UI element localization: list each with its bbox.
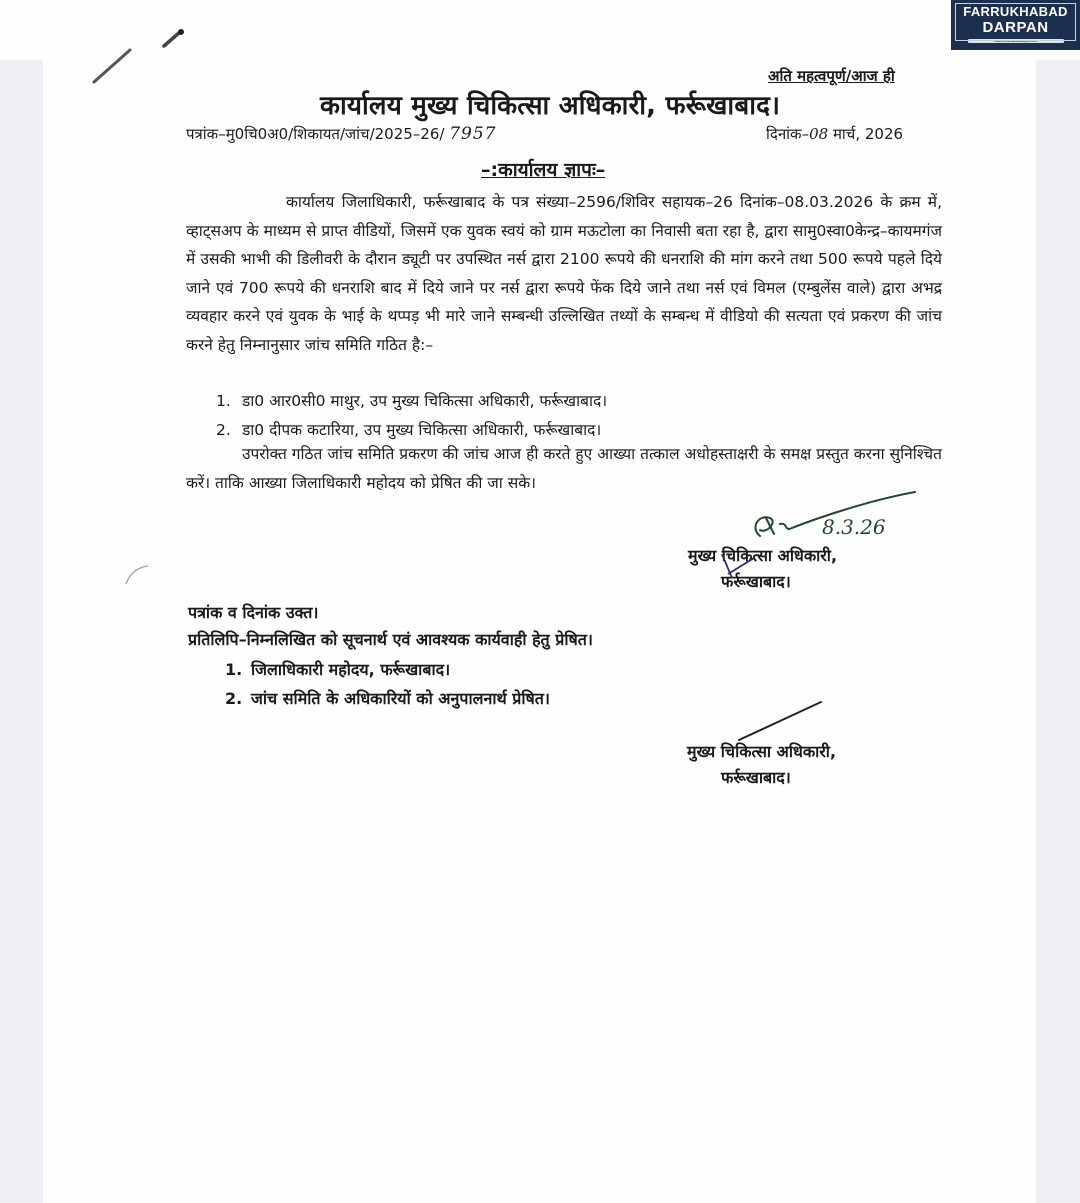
office-title: कार्यालय मुख्य चिकित्सा अधिकारी, फर्रूखाबाद।: [320, 91, 781, 121]
pencil-mark-icon: [120, 558, 160, 588]
signature-2-designation: मुख्य चिकित्सा अधिकारी,: [687, 742, 837, 761]
reference-handwritten-number: 7957: [449, 124, 497, 144]
committee-member: 1. डा0 आर0सी0 माथुर, उप मुख्य चिकित्सा अधिकारी, फर्रूखाबाद।: [216, 392, 608, 410]
letter-date: [766, 124, 903, 144]
farrukhabad-darpan-watermark: [951, 0, 1080, 50]
urgent-note: अति महत्वपूर्ण/आज ही: [768, 67, 895, 85]
pen-stroke-icon: [718, 548, 758, 588]
signature-1-designation: मुख्य चिकित्सा अधिकारी,: [688, 546, 838, 565]
copy-recipients-list: [225, 655, 550, 713]
date-suffix: मार्च, 2026: [828, 125, 904, 143]
copy-recipient: 1. जिलाधिकारी महोदय, फर्रूखाबाद।: [225, 660, 451, 679]
reference-number: [186, 124, 496, 144]
body-paragraph-1: कार्यालय जिलाधिकारी, फर्रूखाबाद के पत्र संख्या–2596/शिविर सहायक–26 दिनांक–08.03.2026 के क्रम में, व्हाट्सअप के माध्यम से प्राप्त वीडियों, जिसमें एक युवक स्वयं को ग्राम मऊटोला का निवासी बता रहा है, द्वारा सामु0स्वा0केन्द्र–कायमगंज में उसकी भाभी की डिलीवरी के दौरान ड्यूटी पर उपस्थित नर्स द्वारा 2100 रूपये की धनराशि की मांग करने तथा 500 रूपये पहले दिये जाने एवं 700 रूपये की धनराशि बाद में दिये जाने पर नर्स द्वारा रूपये फेंक दिये जाने तथा नर्स एवं विमल (एम्बुलेंस वाले) द्वारा अभद्र व्यवहार करने एवं युवक के भाई के थप्पड़ भी मारे जाने सम्बन्धी उल्लिखित तथ्यों के सम्बन्ध में वीडियो की सत्यता एवं प्रकरण की जांच करने हेतु निम्नानुसार जांच समिति गठित है:–: [186, 193, 942, 354]
watermark-line2: DARPAN: [982, 19, 1049, 36]
watermark-line1: FARRUKHABAD: [963, 4, 1068, 19]
date-prefix: दिनांक–: [766, 125, 810, 143]
copy-reference-line: पत्रांक व दिनांक उक्त।: [188, 603, 319, 622]
signature-1-place: फर्रूखाबाद।: [721, 572, 791, 591]
svg-text:8.3.26: 8.3.26: [822, 515, 886, 539]
reference-prefix: पत्रांक–मु0चि0अ0/शिकायत/जांच/2025–26/: [186, 125, 445, 143]
handwritten-signature-2: [735, 700, 825, 745]
date-handwritten-day: 08: [809, 125, 829, 143]
copy-recipient: 2. जांच समिति के अधिकारियों को अनुपालनार्थ प्रेषित।: [225, 689, 550, 708]
memo-heading: –:कार्यालय ज्ञापः–: [481, 159, 606, 181]
committee-member: 2. डा0 दीपक कटारिया, उप मुख्य चिकित्सा अधिकारी, फर्रूखाबाद।: [216, 420, 602, 439]
signature-2-place: फर्रूखाबाद।: [721, 768, 791, 787]
watermark-url: www.farrukhabaddarpan.com: [968, 39, 1064, 43]
copy-forward-line: प्रतिलिपि–निम्नलिखित को सूचनार्थ एवं आवश्यक कार्यवाही हेतु प्रेषित।: [188, 630, 593, 649]
committee-list: [216, 387, 607, 444]
handwritten-signature-1: [740, 488, 930, 548]
staple-icon: [88, 14, 198, 114]
body-paragraph-2: उपरोक्त गठित जांच समिति प्रकरण की जांच आज ही करते हुए आख्या तत्काल अधोहस्ताक्षरी के समक्ष प्रस्तुत करना सुनिश्चित करें। ताकि आख्या जिलाधिकारी महोदय को प्रेषित की जा सके।: [186, 445, 942, 492]
